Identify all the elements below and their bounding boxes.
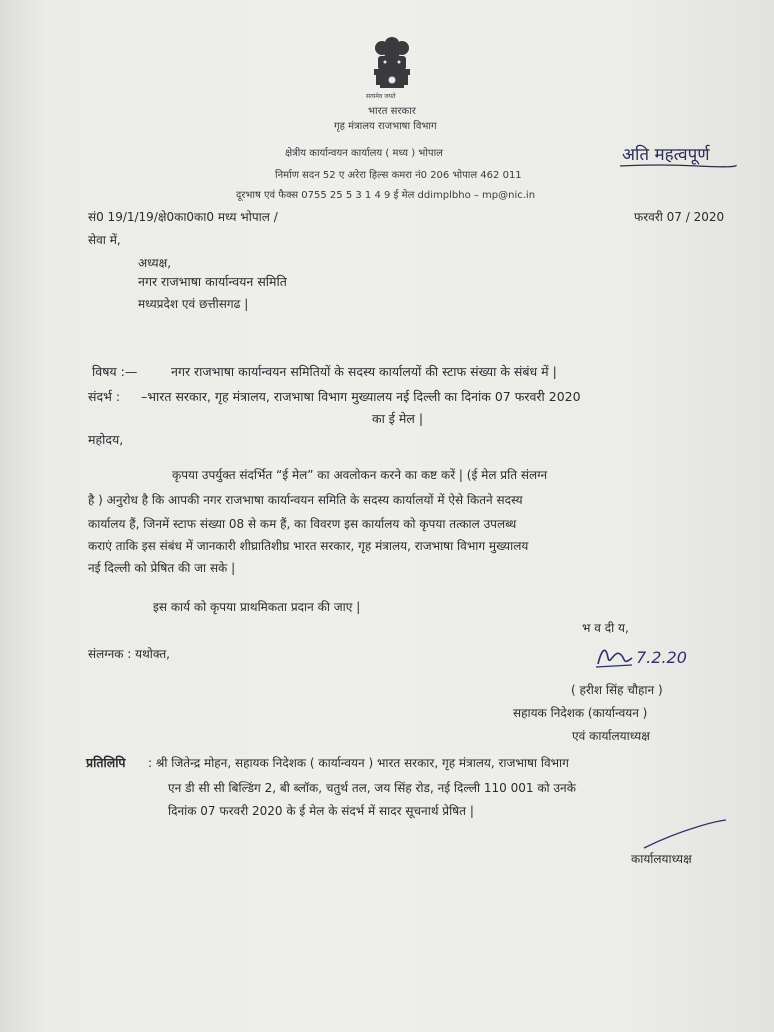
subject-label: विषय :— [92, 364, 138, 379]
salutation: महोदय, [88, 432, 124, 447]
signature-date: 7.2.20 [636, 648, 687, 667]
paragraph-line: कराएं ताकि इस संबंध में जानकारी शीघ्रातिशीघ्र भारत सरकार, गृह मंत्रालय, राजभाषा विभाग मुख्यालय [88, 539, 529, 553]
copy-line3: दिनांक 07 फरवरी 2020 के ई मेल के संदर्भ में सादर सूचनार्थ प्रेषित | [168, 804, 474, 818]
paragraph-line: कार्यालय हैं, जिनमें स्टाफ संख्या 08 से कम हैं, का विवरण इस कार्यालय को कृपया तत्काल उपलब्ध [88, 517, 517, 531]
seva-mein: सेवा में, [88, 233, 121, 247]
letter-date: फरवरी 07 / 2020 [634, 210, 725, 224]
copy-line1: : श्री जितेन्द्र मोहन, सहायक निदेशक ( कार्यान्वयन ) भारत सरकार, गृह मंत्रालय, राजभाषा विभाग [148, 756, 569, 770]
closing-bhavdiya: भ व दी य, [582, 621, 629, 635]
addressee-line3: मध्यप्रदेश एवं छत्तीसगढ | [138, 297, 249, 311]
ministry-name: गृह मंत्रालय राजभाषा विभाग [334, 121, 437, 132]
urgent-underline [618, 162, 738, 170]
reference-line2: का ई मेल | [372, 411, 424, 426]
office-address: निर्माण सदन 52 ए अरेरा हिल्स कमरा नं0 206 भोपाल 462 011 [275, 170, 522, 181]
enclosure-line: संलग्नक : यथोक्त, [88, 647, 170, 661]
addressee-line2: नगर राजभाषा कार्यान्वयन समिति [138, 274, 287, 289]
paragraph-line: कृपया उपर्युक्त संदर्भित “ई मेल” का अवलोकन करने का कष्ट करें | (ई मेल प्रति संलग्न [172, 468, 548, 482]
urgent-note: अति महत्वपूर्ण [622, 145, 710, 165]
signatory-name: ( हरीश सिंह चौहान ) [571, 683, 663, 697]
copy-label: प्रतिलिपि [86, 755, 126, 770]
emblem-motto: सत्यमेव जयते [366, 93, 396, 100]
reference-number: सं0 19/1/19/क्षे0का0का0 मध्य भोपाल / [88, 210, 278, 224]
addressee-line1: अध्यक्ष, [138, 256, 172, 270]
paragraph-line: है ) अनुरोध है कि आपकी नगर राजभाषा कार्यान्वयन समिति के सदस्य कार्यालयों में ऐसे कितने सदस्य [88, 493, 523, 507]
signatory-designation: सहायक निदेशक (कार्यान्वयन ) [513, 706, 648, 720]
footer-signature-scribble-icon [640, 818, 730, 854]
priority-line: इस कार्य को कृपया प्राथमिकता प्रदान की जाए | [153, 600, 361, 614]
reference-label: संदर्भ : [88, 389, 121, 404]
office-name: क्षेत्रीय कार्यान्वयन कार्यालय ( मध्य ) भोपाल [285, 148, 443, 159]
govt-name: भारत सरकार [368, 106, 416, 117]
reference-line1: –भारत सरकार, गृह मंत्रालय, राजभाषा विभाग मुख्यालय नई दिल्ली का दिनांक 07 फरवरी 2020 [141, 389, 581, 404]
signatory-designation2: एवं कार्यालयाध्यक्ष [572, 729, 650, 743]
office-contact: दूरभाष एवं फैक्स 0755 25 5 3 1 4 9 ई मेल ddimplbho – mp@nic.in [236, 190, 536, 201]
footer-signatory: कार्यालयाध्यक्ष [631, 852, 692, 866]
paragraph-line: नई दिल्ली को प्रेषित की जा सके | [88, 561, 236, 575]
copy-line2: एन डी सी सी बिल्डिंग 2, बी ब्लॉक, चतुर्थ तल, जय सिंह रोड, नई दिल्ली 110 001 को उनके [168, 781, 576, 795]
subject-text: नगर राजभाषा कार्यान्वयन समितियों के सदस्य कार्यालयों की स्टाफ संख्या के संबंध में | [171, 364, 557, 379]
